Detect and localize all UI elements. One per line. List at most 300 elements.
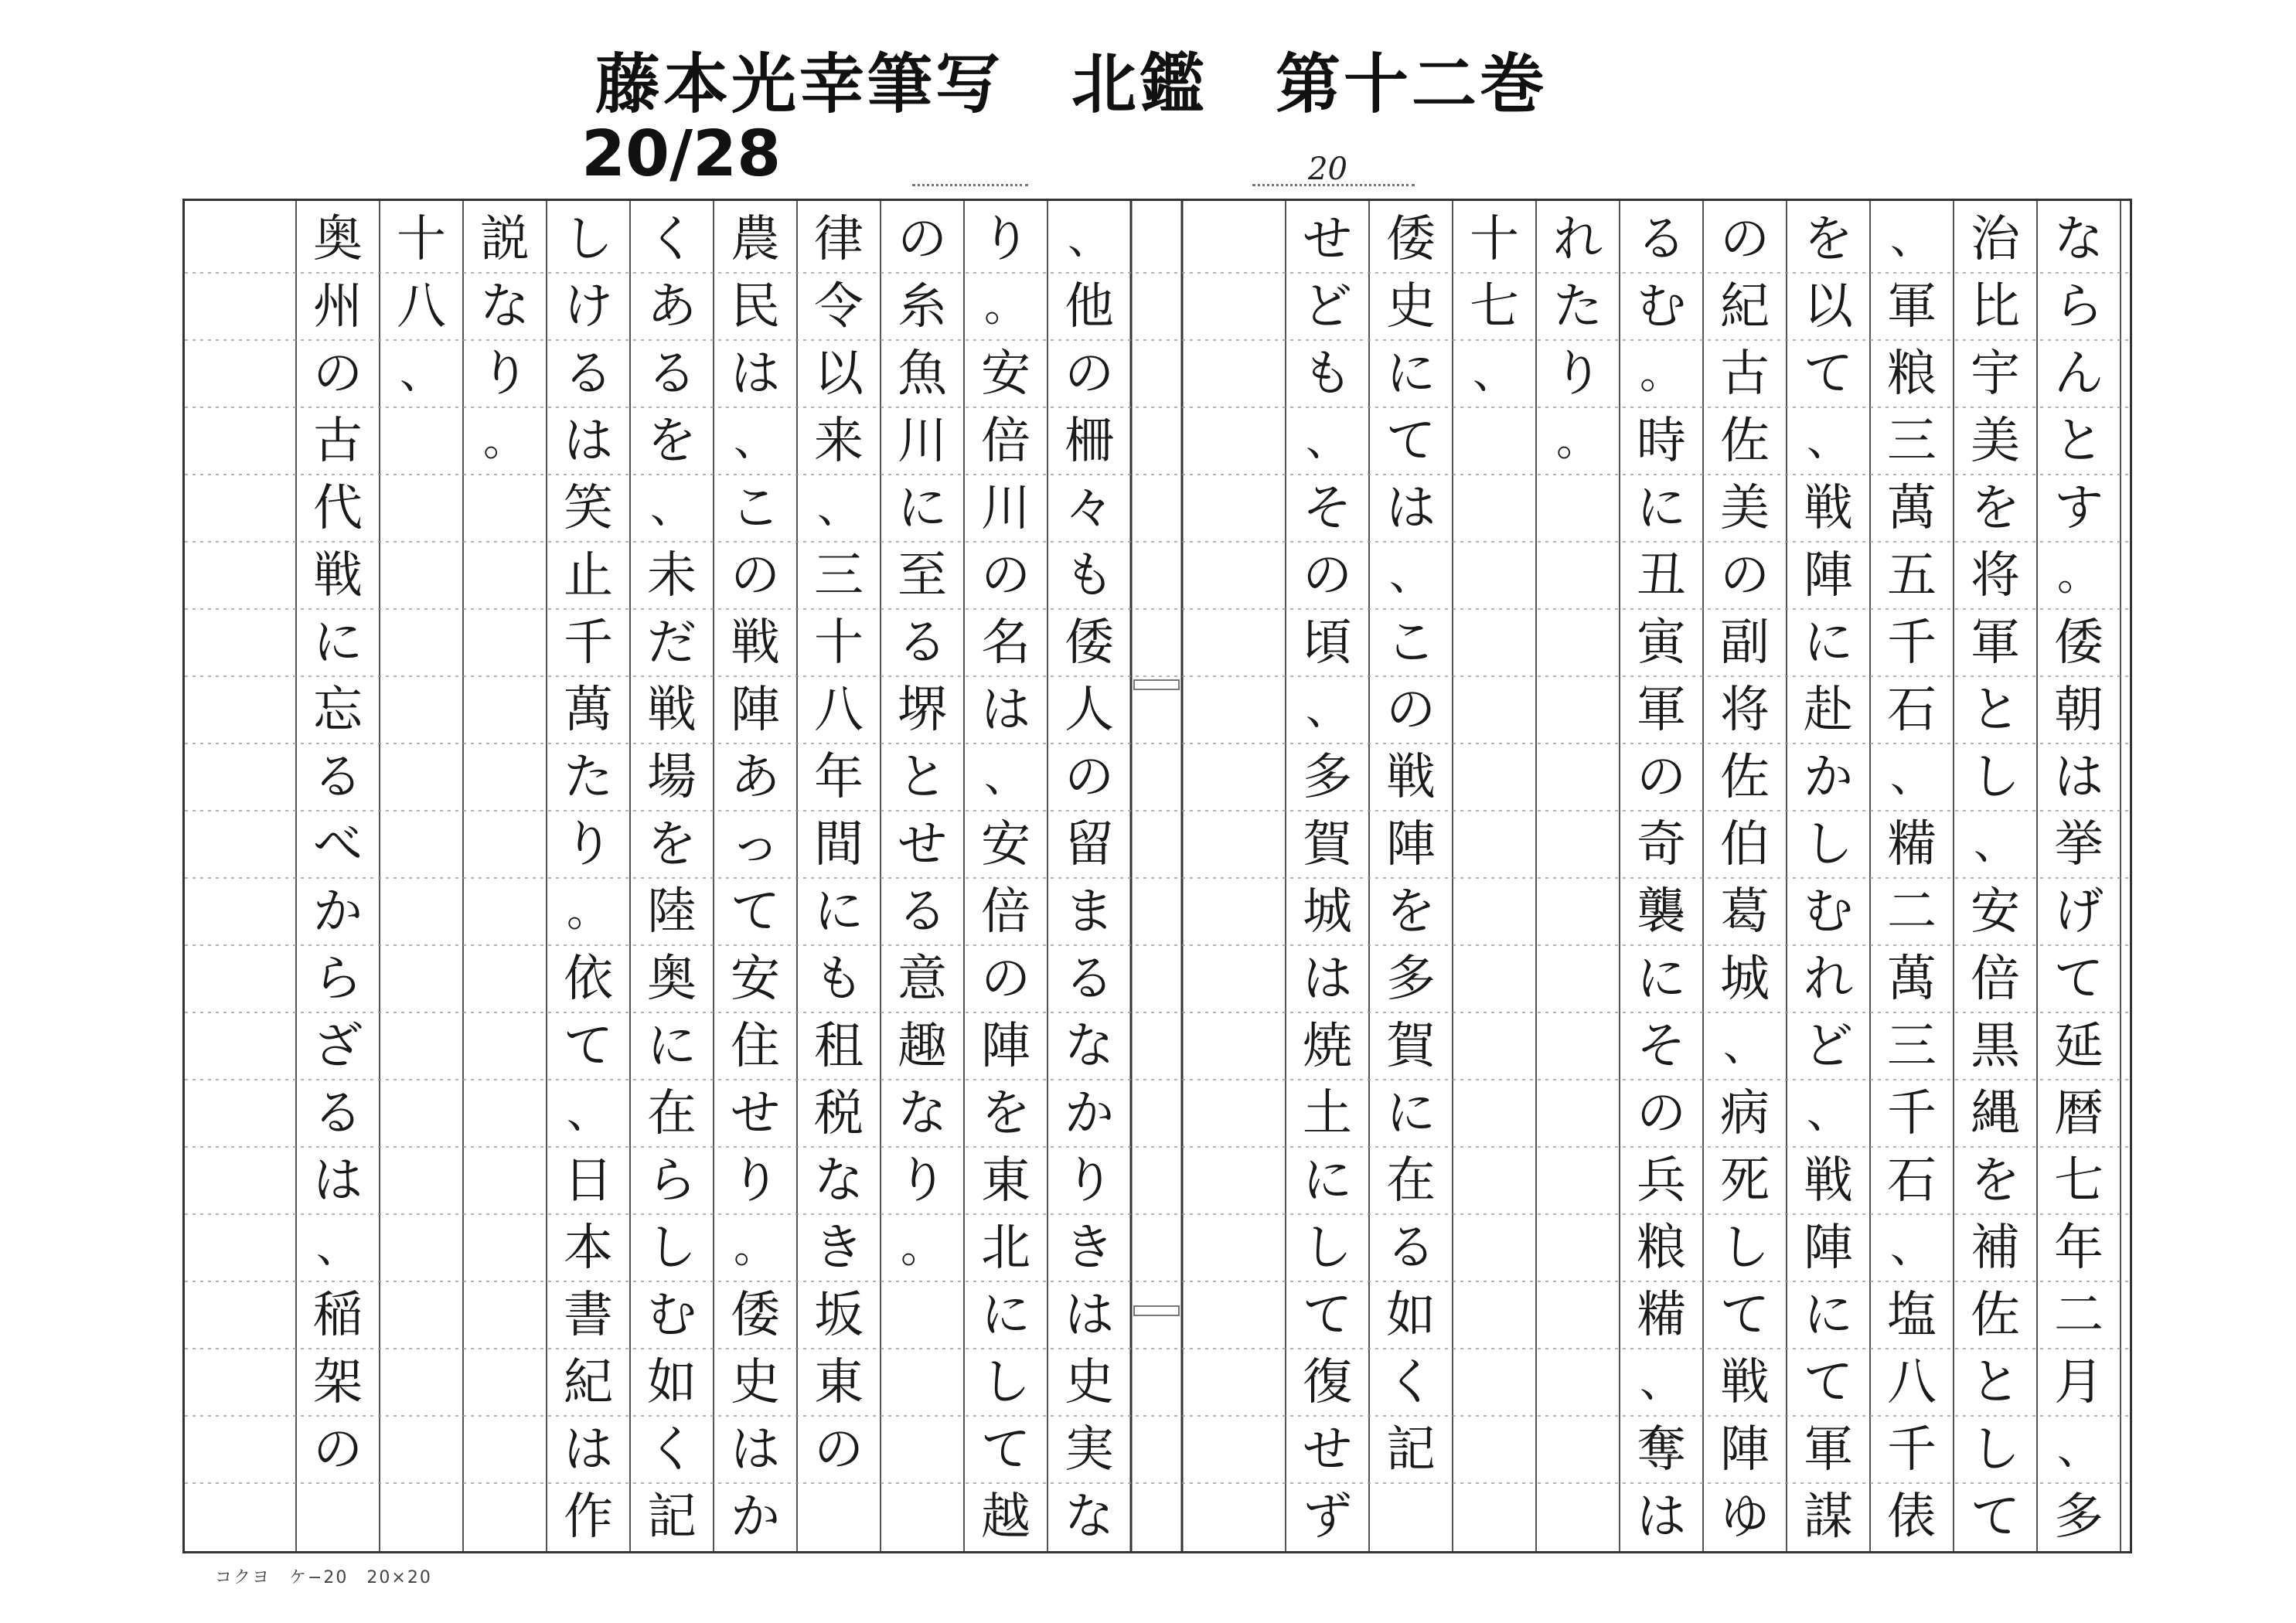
manuscript-character: な <box>2054 210 2104 268</box>
manuscript-character: 々 <box>1065 479 1114 537</box>
manuscript-character: だ <box>647 614 697 672</box>
manuscript-character: に <box>1386 345 1436 403</box>
manuscript-character: 病 <box>1720 1084 1770 1142</box>
manuscript-character: 多 <box>1386 950 1436 1008</box>
manuscript-character: 、 <box>1807 415 1850 466</box>
manuscript-character: こ <box>731 479 780 537</box>
manuscript-character: 十 <box>1470 210 1519 268</box>
manuscript-character: 作 <box>564 1488 613 1546</box>
manuscript-character: 美 <box>1971 412 2020 470</box>
manuscript-character: の <box>313 1421 363 1478</box>
manuscript-character: べ <box>313 815 363 873</box>
manuscript-character: 軍 <box>1637 681 1686 739</box>
manuscript-character: 。 <box>567 886 610 937</box>
manuscript-character: を <box>1971 479 2020 537</box>
manuscript-character: 軍 <box>1804 1421 1853 1478</box>
manuscript-column <box>797 206 881 1550</box>
manuscript-character: も <box>814 950 864 1008</box>
manuscript-character: 記 <box>647 1488 697 1546</box>
manuscript-character: 坂 <box>814 1286 864 1344</box>
manuscript-character: は <box>981 681 1030 739</box>
manuscript-character: を <box>1971 1152 2020 1210</box>
manuscript-character: 、 <box>316 1222 359 1273</box>
manuscript-character: 。 <box>734 1222 777 1273</box>
manuscript-character: 千 <box>564 614 613 672</box>
manuscript-character: 州 <box>313 277 363 335</box>
manuscript-character: 八 <box>397 277 446 335</box>
manuscript-column <box>1048 206 1131 1550</box>
manuscript-character: 戦 <box>647 681 697 739</box>
manuscript-character: 十 <box>397 210 446 268</box>
manuscript-character: に <box>1303 1152 1352 1210</box>
manuscript-character: せ <box>1303 210 1352 268</box>
manuscript-character: 趣 <box>898 1017 947 1075</box>
manuscript-character: 。 <box>984 281 1027 332</box>
manuscript-character: り <box>564 815 613 873</box>
manuscript-character: 陣 <box>981 1017 1030 1075</box>
manuscript-character: く <box>647 1421 697 1478</box>
manuscript-character: て <box>1804 1353 1853 1411</box>
manuscript-column <box>1286 206 1369 1550</box>
manuscript-character: ゆ <box>1720 1488 1770 1546</box>
manuscript-character: む <box>1804 883 1853 941</box>
manuscript-character: 萬 <box>1887 479 1937 537</box>
manuscript-character: と <box>1971 1353 2020 1411</box>
manuscript-column <box>964 206 1048 1550</box>
manuscript-character: な <box>814 1152 864 1210</box>
manuscript-character: 戦 <box>1804 1152 1853 1210</box>
manuscript-character: 粮 <box>1887 345 1937 403</box>
manuscript-character: 将 <box>1720 681 1770 739</box>
manuscript-character: 賀 <box>1386 1017 1436 1075</box>
manuscript-character: 越 <box>981 1488 1030 1546</box>
manuscript-character: 挙 <box>2054 815 2104 873</box>
manuscript-character: 北 <box>981 1219 1030 1277</box>
manuscript-character: 縄 <box>1971 1084 2020 1142</box>
manuscript-character: 。 <box>483 415 526 466</box>
manuscript-character: る <box>898 614 947 672</box>
manuscript-character: の <box>981 950 1030 1008</box>
manuscript-character: 萬 <box>564 681 613 739</box>
manuscript-character: り <box>981 210 1030 268</box>
manuscript-character: し <box>1720 1219 1770 1277</box>
manuscript-character: 糒 <box>1887 815 1937 873</box>
manuscript-character: は <box>2054 748 2104 806</box>
manuscript-character: 、 <box>1473 348 1516 399</box>
manuscript-character: せ <box>898 815 947 873</box>
manuscript-character: に <box>647 1017 697 1075</box>
manuscript-character: て <box>981 1421 1030 1478</box>
manuscript-character: 軍 <box>1887 277 1937 335</box>
manuscript-character: 奥 <box>647 950 697 1008</box>
manuscript-character: 如 <box>1386 1286 1436 1344</box>
manuscript-character: 俵 <box>1887 1488 1937 1546</box>
manuscript-character: か <box>1065 1084 1114 1142</box>
manuscript-character: 倍 <box>981 883 1030 941</box>
manuscript-character: ま <box>1065 883 1114 941</box>
manuscript-character: 陸 <box>647 883 697 941</box>
manuscript-character: る <box>1637 210 1686 268</box>
manuscript-character: を <box>647 815 697 873</box>
manuscript-character: 説 <box>480 210 530 268</box>
manuscript-column <box>463 206 547 1550</box>
manuscript-character: に <box>313 614 363 672</box>
manuscript-character: の <box>1065 748 1114 806</box>
manuscript-character: く <box>1386 1353 1436 1411</box>
manuscript-character: 復 <box>1303 1353 1352 1411</box>
manuscript-character: 延 <box>2054 1017 2104 1075</box>
manuscript-character: 安 <box>1971 883 2020 941</box>
manuscript-character: に <box>981 1286 1030 1344</box>
document-title: 藤本光幸筆写 北鑑 第十二巻 <box>595 46 1548 122</box>
manuscript-character: し <box>1804 815 1853 873</box>
manuscript-character: に <box>898 479 947 537</box>
manuscript-character: 城 <box>1303 883 1352 941</box>
manuscript-character: 川 <box>898 412 947 470</box>
manuscript-character: し <box>1303 1219 1352 1277</box>
manuscript-character: 、 <box>400 348 443 399</box>
manuscript-character: 、 <box>1890 1222 1933 1273</box>
manuscript-character: 笑 <box>564 479 613 537</box>
manuscript-character: 記 <box>1386 1421 1436 1478</box>
manuscript-character: 塩 <box>1887 1286 1937 1344</box>
manuscript-character: 補 <box>1971 1219 2020 1277</box>
manuscript-character: 、 <box>650 482 693 533</box>
manuscript-character: 留 <box>1065 815 1114 873</box>
manuscript-character: 朝 <box>2054 681 2104 739</box>
manuscript-character: る <box>313 748 363 806</box>
manuscript-character: に <box>1386 1084 1436 1142</box>
manuscript-character: 二 <box>2054 1286 2104 1344</box>
manuscript-character: る <box>313 1084 363 1142</box>
manuscript-character: む <box>647 1286 697 1344</box>
manuscript-character: 謀 <box>1804 1488 1853 1546</box>
manuscript-column <box>1369 206 1453 1550</box>
manuscript-character: て <box>564 1017 613 1075</box>
manuscript-character: 、 <box>1389 550 1432 601</box>
manuscript-character: 史 <box>1386 277 1436 335</box>
manuscript-character: る <box>898 883 947 941</box>
manuscript-character: 川 <box>981 479 1030 537</box>
manuscript-character: と <box>1971 681 2020 739</box>
manuscript-character: 安 <box>981 815 1030 873</box>
manuscript-character: 東 <box>814 1353 864 1411</box>
manuscript-character: 堺 <box>898 681 947 739</box>
manuscript-character: て <box>1303 1286 1352 1344</box>
manuscript-character: 副 <box>1720 614 1770 672</box>
manuscript-character: 。 <box>1640 348 1683 399</box>
manuscript-character: 倭 <box>1065 614 1114 672</box>
manuscript-character: 年 <box>2054 1219 2104 1277</box>
manuscript-character: 千 <box>1887 1421 1937 1478</box>
manuscript-character: あ <box>731 748 780 806</box>
manuscript-character: 如 <box>647 1353 697 1411</box>
manuscript-character: も <box>1065 546 1114 604</box>
manuscript-character: ら <box>313 950 363 1008</box>
manuscript-character: 戦 <box>1804 479 1853 537</box>
manuscript-column <box>714 206 797 1550</box>
manuscript-character: 比 <box>1971 277 2020 335</box>
manuscript-character: 以 <box>814 345 864 403</box>
manuscript-character: し <box>647 1219 697 1277</box>
manuscript-character: 千 <box>1887 614 1937 672</box>
manuscript-column <box>1787 206 1870 1550</box>
manuscript-character: な <box>480 277 530 335</box>
manuscript-character: 、 <box>734 415 777 466</box>
manuscript-character: き <box>814 1219 864 1277</box>
manuscript-character: る <box>1065 950 1114 1008</box>
manuscript-character: 戦 <box>313 546 363 604</box>
manuscript-character: 倭 <box>1386 210 1436 268</box>
manuscript-character: ど <box>1804 1017 1853 1075</box>
manuscript-character: 焼 <box>1303 1017 1352 1075</box>
manuscript-character: る <box>564 345 613 403</box>
manuscript-character: 他 <box>1065 277 1114 335</box>
manuscript-character: な <box>1065 1488 1114 1546</box>
manuscript-character: の <box>1637 1084 1686 1142</box>
manuscript-character: 三 <box>814 546 864 604</box>
page-counter: 20/28 <box>581 117 782 191</box>
manuscript-character: む <box>1637 277 1686 335</box>
manuscript-character: し <box>981 1353 1030 1411</box>
manuscript-column <box>1870 206 1954 1550</box>
manuscript-character: 奪 <box>1637 1421 1686 1478</box>
manuscript-character: す <box>2054 479 2104 537</box>
manuscript-character: 七 <box>2054 1152 2104 1210</box>
manuscript-character: は <box>731 345 780 403</box>
manuscript-column <box>380 206 463 1550</box>
manuscript-character: 月 <box>2054 1353 2104 1411</box>
manuscript-character: に <box>1637 479 1686 537</box>
manuscript-character: も <box>1303 345 1352 403</box>
manuscript-character: 将 <box>1971 546 2020 604</box>
manuscript-character: っ <box>731 815 780 873</box>
manuscript-character: 戦 <box>731 614 780 672</box>
manuscript-character: 稲 <box>313 1286 363 1344</box>
manuscript-character: て <box>731 883 780 941</box>
manuscript-character: 土 <box>1303 1084 1352 1142</box>
manuscript-character: 佐 <box>1720 748 1770 806</box>
manuscript-character: は <box>1303 950 1352 1008</box>
manuscript-character: を <box>1804 210 1853 268</box>
manuscript-character: 来 <box>814 412 864 470</box>
manuscript-character: 葛 <box>1720 883 1770 941</box>
manuscript-character: と <box>898 748 947 806</box>
manuscript-character: 間 <box>814 815 864 873</box>
manuscript-character: ら <box>2054 277 2104 335</box>
manuscript-character: 暦 <box>2054 1084 2104 1142</box>
manuscript-character: ら <box>647 1152 697 1210</box>
manuscript-character: 死 <box>1720 1152 1770 1210</box>
manuscript-column <box>2037 206 2121 1550</box>
manuscript-character: 七 <box>1470 277 1519 335</box>
paper-label: コクヨ ケ−20 20×20 <box>215 1568 432 1587</box>
manuscript-character: た <box>564 748 613 806</box>
manuscript-character: 魚 <box>898 345 947 403</box>
manuscript-column <box>1536 206 1620 1550</box>
manuscript-character: 。 <box>901 1222 944 1273</box>
manuscript-character: 八 <box>1887 1353 1937 1411</box>
manuscript-character: 場 <box>647 748 697 806</box>
manuscript-column <box>1620 206 1703 1550</box>
manuscript-character: そ <box>1303 479 1352 537</box>
manuscript-character: 奥 <box>313 210 363 268</box>
manuscript-character: の <box>1303 546 1352 604</box>
manuscript-character: 架 <box>313 1353 363 1411</box>
manuscript-character: 、 <box>1068 213 1111 264</box>
manuscript-character: 粮 <box>1637 1219 1686 1277</box>
manuscript-character: 陣 <box>1804 546 1853 604</box>
manuscript-character: し <box>1971 748 2020 806</box>
manuscript-column <box>1453 206 1536 1550</box>
manuscript-character: は <box>313 1152 363 1210</box>
manuscript-character: 、 <box>984 751 1027 802</box>
manuscript-character: 未 <box>647 546 697 604</box>
manuscript-character: り <box>898 1152 947 1210</box>
manuscript-character: 糒 <box>1637 1286 1686 1344</box>
manuscript-character: か <box>313 883 363 941</box>
manuscript-character: ざ <box>313 1017 363 1075</box>
manuscript-character: 忘 <box>313 681 363 739</box>
manuscript-character: 紀 <box>564 1353 613 1411</box>
manuscript-character: 至 <box>898 546 947 604</box>
manuscript-character: り <box>480 345 530 403</box>
manuscript-character: 、 <box>1807 1087 1850 1138</box>
manuscript-character: 、 <box>1890 213 1933 264</box>
manuscript-character: を <box>1386 883 1436 941</box>
manuscript-character: に <box>1804 1286 1853 1344</box>
manuscript-character: に <box>1637 950 1686 1008</box>
manuscript-character: の <box>1720 546 1770 604</box>
manuscript-character: 賀 <box>1303 815 1352 873</box>
manuscript-character: 。 <box>2057 550 2100 601</box>
manuscript-character: か <box>1804 748 1853 806</box>
manuscript-character: 古 <box>313 412 363 470</box>
manuscript-character: 名 <box>981 614 1030 672</box>
manuscript-character: か <box>731 1488 780 1546</box>
manuscript-character: 陣 <box>1386 815 1436 873</box>
manuscript-column <box>296 206 380 1550</box>
manuscript-character: 二 <box>1887 883 1937 941</box>
manuscript-character: の <box>898 210 947 268</box>
manuscript-character: 古 <box>1720 345 1770 403</box>
manuscript-character: と <box>2054 412 2104 470</box>
manuscript-character: 本 <box>564 1219 613 1277</box>
manuscript-character: 美 <box>1720 479 1770 537</box>
manuscript-character: 萬 <box>1887 950 1937 1008</box>
manuscript-character: ず <box>1303 1488 1352 1546</box>
manuscript-character: は <box>1386 479 1436 537</box>
manuscript-character: せ <box>1303 1421 1352 1478</box>
manuscript-character: 戦 <box>1720 1353 1770 1411</box>
manuscript-character: 軍 <box>1971 614 2020 672</box>
manuscript-character: 五 <box>1887 546 1937 604</box>
manuscript-character: の <box>1637 748 1686 806</box>
manuscript-character: る <box>647 345 697 403</box>
manuscript-character: 代 <box>313 479 363 537</box>
manuscript-character: に <box>814 883 864 941</box>
manuscript-character: り <box>731 1152 780 1210</box>
manuscript-character: 紀 <box>1720 277 1770 335</box>
manuscript-character: 八 <box>814 681 864 739</box>
manuscript-character: 、 <box>2057 1424 2100 1475</box>
manuscript-character: 佐 <box>1971 1286 2020 1344</box>
manuscript-character: 、 <box>1306 684 1349 735</box>
manuscript-character: れ <box>1804 950 1853 1008</box>
dotted-rule-left <box>912 184 1028 186</box>
manuscript-character: の <box>731 546 780 604</box>
manuscript-character: 以 <box>1804 277 1853 335</box>
manuscript-character: 在 <box>1386 1152 1436 1210</box>
manuscript-character: 三 <box>1887 1017 1937 1075</box>
manuscript-character: 柵 <box>1065 412 1114 470</box>
manuscript-character: 石 <box>1887 1152 1937 1210</box>
manuscript-character: 安 <box>981 345 1030 403</box>
manuscript-character: の <box>814 1421 864 1478</box>
manuscript-character: 時 <box>1637 412 1686 470</box>
manuscript-character: り <box>1553 345 1603 403</box>
manuscript-character: 年 <box>814 748 864 806</box>
manuscript-character: 倭 <box>2054 614 2104 672</box>
handwritten-page-number: 20 <box>1308 151 1347 187</box>
manuscript-character: 人 <box>1065 681 1114 739</box>
manuscript-character: 律 <box>814 210 864 268</box>
manuscript-character: 、 <box>817 482 860 533</box>
manuscript-character: て <box>1386 412 1436 470</box>
manuscript-character: 安 <box>731 950 780 1008</box>
manuscript-character: 戦 <box>1386 748 1436 806</box>
manuscript-character: は <box>731 1421 780 1478</box>
manuscript-character: を <box>981 1084 1030 1142</box>
manuscript-character: を <box>647 412 697 470</box>
manuscript-character: 、 <box>1306 415 1349 466</box>
manuscript-character: て <box>1971 1488 2020 1546</box>
manuscript-character: 租 <box>814 1017 864 1075</box>
manuscript-character: く <box>647 210 697 268</box>
manuscript-character: り <box>1065 1152 1114 1210</box>
manuscript-character: た <box>1553 277 1603 335</box>
manuscript-character: 意 <box>898 950 947 1008</box>
manuscript-grid <box>182 199 2132 1553</box>
manuscript-character: し <box>1971 1421 2020 1478</box>
manuscript-character: そ <box>1637 1017 1686 1075</box>
manuscript-character: げ <box>2054 883 2104 941</box>
manuscript-character: 在 <box>647 1084 697 1142</box>
manuscript-character: て <box>1720 1286 1770 1344</box>
manuscript-character: 、 <box>1890 751 1933 802</box>
manuscript-column <box>630 206 714 1550</box>
manuscript-column <box>547 206 630 1550</box>
manuscript-character: 多 <box>2054 1488 2104 1546</box>
manuscript-character: の <box>981 546 1030 604</box>
manuscript-character: 黒 <box>1971 1017 2020 1075</box>
manuscript-character: な <box>898 1084 947 1142</box>
manuscript-character: れ <box>1553 210 1603 268</box>
manuscript-character: ん <box>2054 345 2104 403</box>
manuscript-character: 、 <box>1723 1020 1766 1071</box>
manuscript-character: 宇 <box>1971 345 2020 403</box>
manuscript-character: 陣 <box>1720 1421 1770 1478</box>
manuscript-character: る <box>1386 1219 1436 1277</box>
manuscript-character: 東 <box>981 1152 1030 1210</box>
manuscript-character: き <box>1065 1219 1114 1277</box>
manuscript-character: 史 <box>731 1353 780 1411</box>
manuscript-character: あ <box>647 277 697 335</box>
manuscript-character: 、 <box>1640 1356 1683 1407</box>
manuscript-character: せ <box>731 1084 780 1142</box>
manuscript-character: 倭 <box>731 1286 780 1344</box>
manuscript-character: け <box>564 277 613 335</box>
